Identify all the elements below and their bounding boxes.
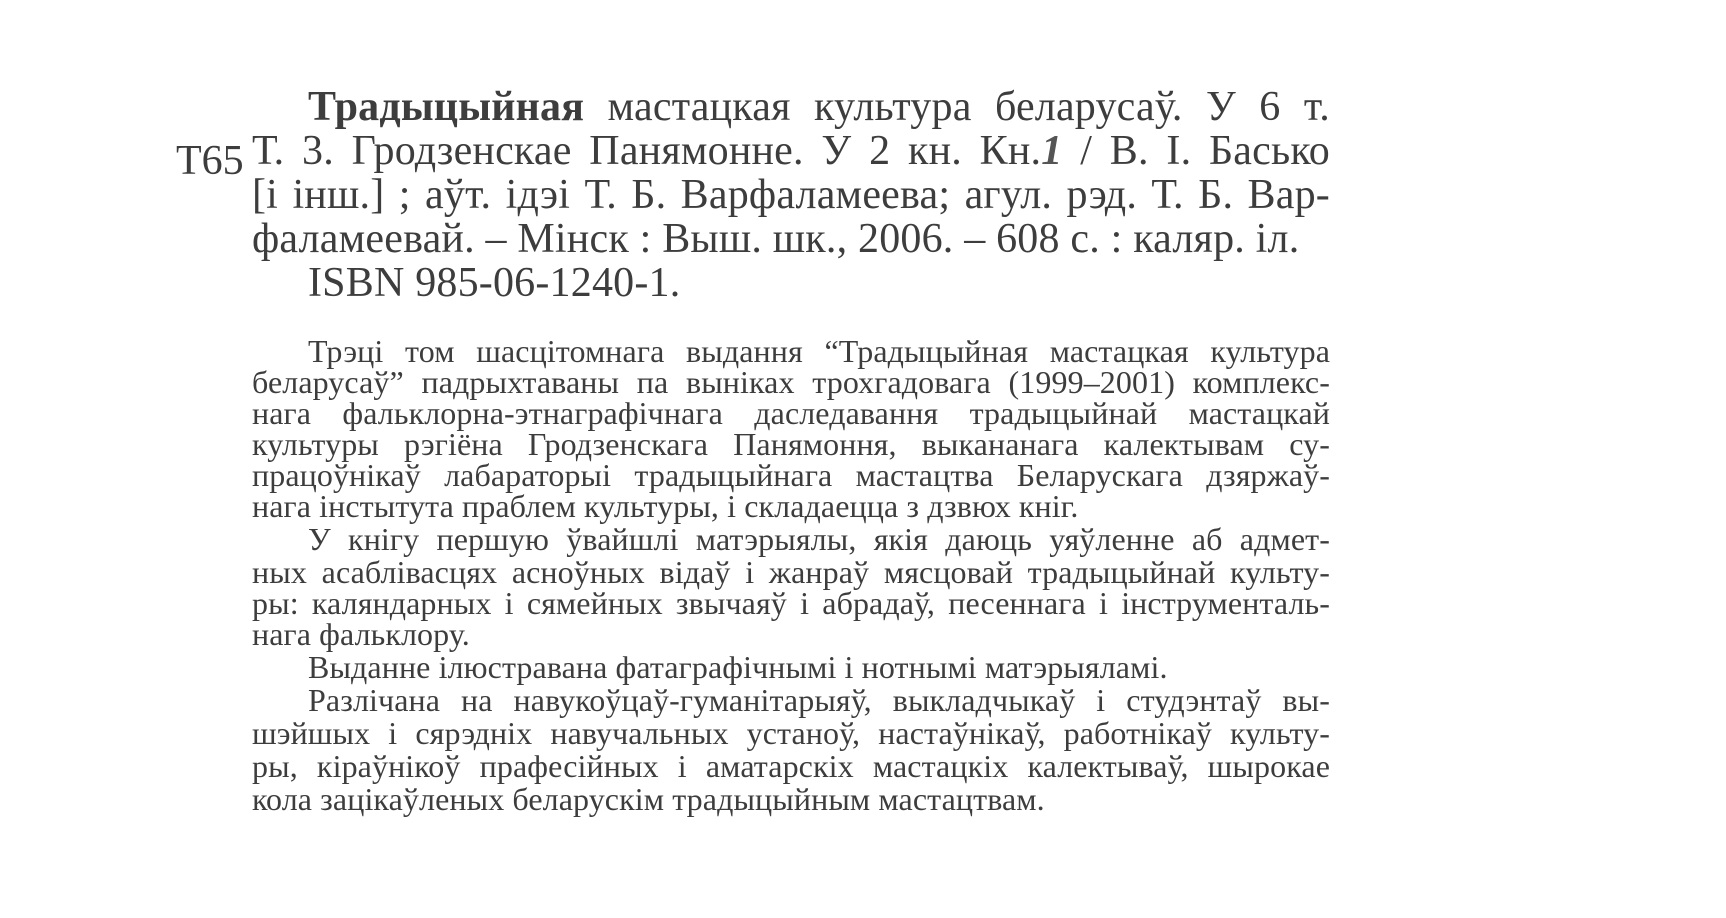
annotation-line: ных асаблівасцях асноўных відаў і жанраў мясцовай традыцыйнай культу- [252,554,1330,590]
annotation-line: нага фальклорна-этнаграфічнага даследавання традыцыйнай мастацкай [252,395,1330,431]
catalog-code: Т65 [176,138,244,184]
author-info: / В. І. Басько [1080,128,1331,174]
annotation-line: нага фальклору. [252,616,470,652]
annotation-line: ры: каляндарных і сямейных звычаяў і абрадаў, песеннага і інструменталь- [252,585,1330,621]
annotation-line: нага інстытута праблем культуры, і складаецца з дзвюх кніг. [252,488,1079,524]
volume-info: Т. 3. Гродзенскае Панямонне. У 2 кн. Кн. [252,128,1042,174]
bib-line-4: фаламеевай. – Мінск : Выш. шк., 2006. – 608 с. : каляр. іл. [252,216,1300,262]
title-rest: мастацкая культура беларусаў. У 6 т. [607,84,1330,130]
title-bold: Традыцыйная [308,84,585,130]
bib-line-3: [і інш.] ; аўт. ідэі Т. Б. Варфаламеева; агул. рэд. Т. Б. Вар- [252,172,1330,218]
isbn: ISBN 985-06-1240-1. [308,260,681,306]
annotation-line: Выданне ілюстравана фатаграфічнымі і нотнымі матэрыяламі. [308,649,1168,685]
bib-line-2 [252,128,1330,174]
annotation-line: ры, кіраўнікоў прафесійных і аматарскіх мастацкіх калектываў, шырокае [252,748,1330,784]
annotation-line: культуры рэгіёна Гродзенскага Панямоння, выкананага калектывам су- [252,426,1330,462]
handwritten-book-number: 1 [1041,128,1063,174]
annotation-line: Трэці том шасцітомнага выдання “Традыцыйная мастацкая культура [308,333,1330,369]
annotation-line: беларусаў” падрыхтаваны па выніках трохгадовага (1999–2001) комплекс- [252,364,1330,400]
annotation-line: працоўнікаў лабараторыі традыцыйнага мастацтва Беларускага дзяржаў- [252,457,1330,493]
annotation-line: У кнігу першую ўвайшлі матэрыялы, якія даюць уяўленне аб адмет- [308,521,1330,557]
annotation-line: кола зацікаўленых беларускім традыцыйным мастацтвам. [252,781,1045,817]
annotation-line: Разлічана на навукоўцаў-гуманітарыяў, выкладчыкаў і студэнтаў вы- [308,682,1330,718]
bib-line-1 [308,84,1330,130]
annotation-line: шэйшых і сярэдніх навучальных устаноў, настаўнікаў, работнікаў культу- [252,715,1330,751]
